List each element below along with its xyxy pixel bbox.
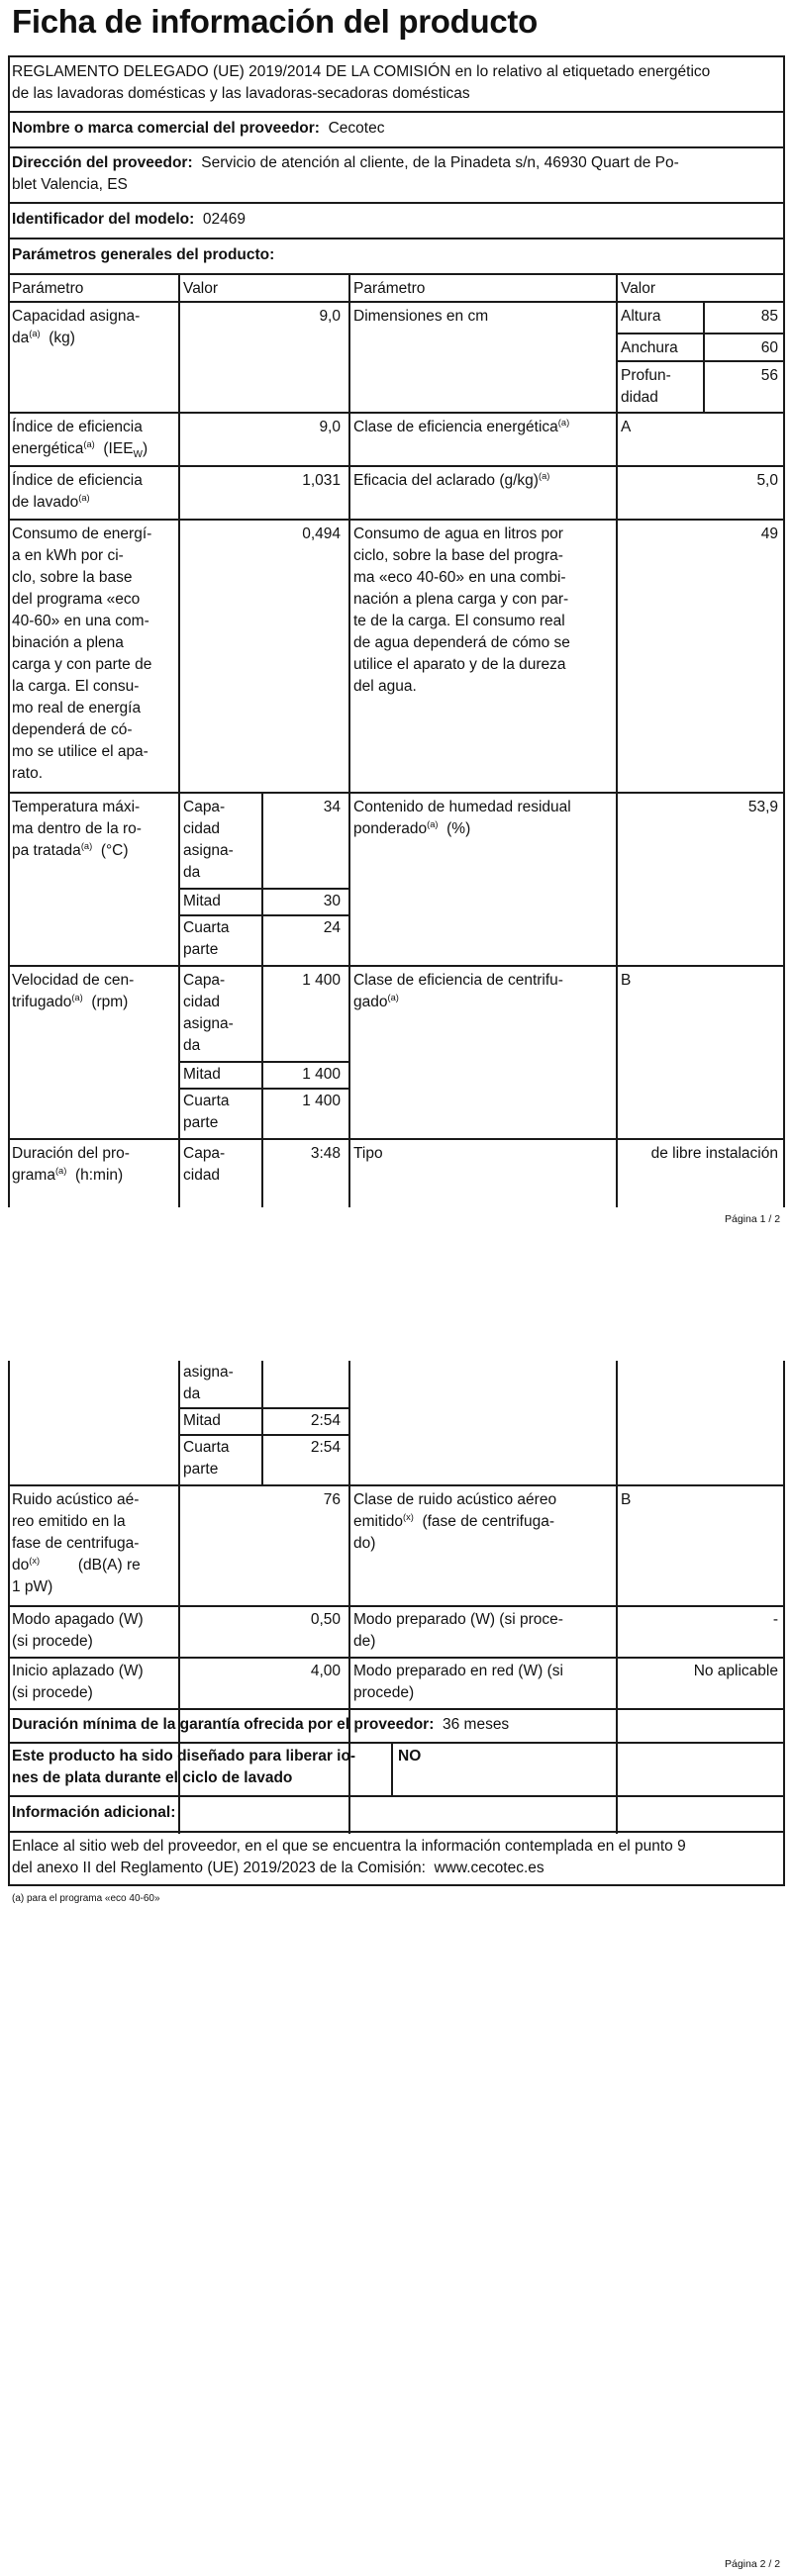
- water-consumption-value: 49: [760, 525, 778, 542]
- column-divider: [261, 1138, 263, 1207]
- water-consumption-label: ma «eco 40-60» en una combi-: [353, 569, 566, 586]
- header-value: Valor: [621, 280, 656, 297]
- water-consumption-label: nación a plena carga y con par-: [353, 591, 569, 608]
- quarter-label: parte: [183, 1461, 219, 1478]
- row-divider: [8, 519, 785, 521]
- moisture-label-2: ponderado$^{(a)}$ (%): [353, 818, 471, 837]
- silver-ions-label-2: nes de plata durante el ciclo de lavado: [12, 1769, 293, 1786]
- general-params-title: Parámetros generales del producto:: [12, 246, 275, 263]
- spin-class-value: B: [621, 972, 632, 989]
- supplier-address-line-2: blet Valencia, ES: [12, 176, 128, 193]
- quarter-label: Cuarta: [183, 1093, 230, 1109]
- energy-consumption-label: carga y con parte de: [12, 656, 152, 673]
- energy-class-label: Clase de eficiencia energética$^{(a)}$: [353, 417, 570, 435]
- depth-label: Profun-: [621, 367, 671, 384]
- duration-quarter-value: 2:54: [310, 1439, 341, 1456]
- guarantee-value: 36 meses: [442, 1716, 510, 1733]
- header-param: Parámetro: [12, 280, 84, 297]
- energy-consumption-label: rato.: [12, 765, 44, 782]
- model-identifier: [12, 209, 246, 231]
- supplier-name-value: Cecotec: [328, 120, 385, 137]
- guarantee: [12, 1714, 509, 1736]
- regulation-line-1: REGLAMENTO DELEGADO (UE) 2019/2014 DE LA COMISIÓN en lo relativo al etiquetado energético: [12, 63, 711, 80]
- row-divider: [8, 146, 785, 148]
- additional-info-label: Información adicional:: [12, 1804, 176, 1821]
- row-divider: [616, 333, 785, 334]
- temperature-label: Temperatura máxi-: [12, 799, 141, 815]
- table-border: [8, 1361, 10, 1886]
- rated-capacity-label: da: [183, 1037, 201, 1054]
- energy-consumption-label: clo, sobre la base: [12, 569, 133, 586]
- silver-ions-value: NO: [398, 1748, 422, 1765]
- row-divider: [8, 1831, 785, 1833]
- water-consumption-label: Consumo de agua en litros por: [353, 525, 563, 542]
- row-divider: [8, 1708, 785, 1710]
- type-value: de libre instalación: [650, 1145, 778, 1162]
- row-divider: [8, 1484, 785, 1486]
- type-label: Tipo: [353, 1145, 383, 1162]
- duration-half-value: 2:54: [310, 1412, 341, 1429]
- left-on-label-2: de): [353, 1633, 376, 1650]
- quarter-label: parte: [183, 941, 219, 958]
- model-identifier-label: Identificador del modelo:: [12, 211, 195, 228]
- dimensions-label: Dimensiones en cm: [353, 308, 489, 325]
- column-divider: [391, 1742, 393, 1795]
- footnote: (a) para el programa «eco 40-60»: [12, 1893, 160, 1904]
- table-border: [8, 55, 785, 57]
- noise-class-label-3: do): [353, 1535, 376, 1552]
- rated-capacity-label: cidad: [183, 1167, 221, 1184]
- delay-start-label: Inicio aplazado (W): [12, 1663, 144, 1679]
- moisture-label: Contenido de humedad residual: [353, 799, 571, 815]
- row-divider: [178, 1407, 350, 1409]
- row-divider: [8, 965, 785, 967]
- eei-value: 9,0: [319, 419, 341, 435]
- off-mode-value: 0,50: [310, 1611, 341, 1628]
- capacity-label-2: $da^{(a)}$ (kg): [12, 328, 75, 346]
- row-divider: [178, 1061, 350, 1063]
- header-value: Valor: [183, 280, 219, 297]
- row-divider: [8, 1605, 785, 1607]
- spin-rated-value: 1 400: [302, 972, 341, 989]
- water-consumption-label: ciclo, sobre la base del progra-: [353, 547, 563, 564]
- additional-info-text: Enlace al sitio web del proveedor, en el que se encuentra la información contemplada en el punto 9: [12, 1838, 686, 1855]
- temperature-half-value: 30: [323, 893, 341, 909]
- row-divider: [8, 111, 785, 113]
- noise-label: Ruido acústico aé-: [12, 1491, 140, 1508]
- temperature-rated-value: 34: [323, 799, 341, 815]
- silver-ions-label: Este producto ha sido diseñado para liberar io-: [12, 1748, 356, 1765]
- additional-info-text-2: del anexo II del Reglamento (UE) 2019/2023 de la Comisión: www.cecotec.es: [12, 1860, 544, 1876]
- temperature-label-3: pa tratada$^{(a)}$ (°C): [12, 840, 129, 859]
- header-param: Parámetro: [353, 280, 426, 297]
- half-label: Mitad: [183, 1066, 221, 1083]
- energy-class-value: A: [621, 419, 632, 435]
- row-divider: [8, 412, 785, 414]
- regulation-line-2: de las lavadoras domésticas y las lavadoras-secadoras domésticas: [12, 85, 470, 102]
- column-divider: [616, 1361, 618, 1834]
- energy-consumption-label: Consumo de energí-: [12, 525, 152, 542]
- height-label: Altura: [621, 308, 661, 325]
- table-border: [783, 55, 785, 1207]
- height-value: 85: [760, 308, 778, 325]
- rated-capacity-label: da: [183, 1385, 201, 1402]
- rated-capacity-label: asigna-: [183, 1364, 234, 1381]
- row-divider: [8, 273, 785, 275]
- off-mode-label: Modo apagado (W): [12, 1611, 144, 1628]
- width-label: Anchura: [621, 339, 678, 356]
- column-divider: [703, 301, 705, 412]
- half-label: Mitad: [183, 1412, 221, 1429]
- capacity-label: Capacidad asigna-: [12, 308, 141, 325]
- energy-consumption-label: la carga. El consu-: [12, 678, 140, 695]
- half-label: Mitad: [183, 893, 221, 909]
- noise-label: fase de centrifuga-: [12, 1535, 140, 1552]
- energy-consumption-label: a en kWh por ci-: [12, 547, 124, 564]
- row-divider: [178, 1088, 350, 1090]
- noise-class-value: B: [621, 1491, 632, 1508]
- row-divider: [178, 914, 350, 916]
- supplier-website-link[interactable]: www.cecotec.es: [434, 1860, 544, 1876]
- left-on-label: Modo preparado (W) (si proce-: [353, 1611, 563, 1628]
- spin-speed-label-2: trifugado$^{(a)}$ (rpm): [12, 992, 129, 1010]
- delay-start-label-2: (si procede): [12, 1684, 93, 1701]
- energy-consumption-label: mo se utilice el apa-: [12, 743, 148, 760]
- row-divider: [178, 888, 350, 890]
- noise-value: 76: [323, 1491, 341, 1508]
- energy-consumption-label: binación a plena: [12, 634, 124, 651]
- rinsing-value: 5,0: [756, 472, 778, 489]
- rated-capacity-label: cidad: [183, 820, 221, 837]
- page-number: Página 2 / 2: [725, 2558, 781, 2570]
- row-divider: [616, 360, 785, 362]
- water-consumption-label: del agua.: [353, 678, 417, 695]
- page-title: Ficha de información del producto: [12, 3, 538, 40]
- off-mode-label-2: (si procede): [12, 1633, 93, 1650]
- row-divider: [8, 1138, 785, 1140]
- duration-label-2: grama$^{(a)}$ (h:min): [12, 1165, 124, 1184]
- energy-consumption-label: 40-60» en una com-: [12, 613, 149, 629]
- column-divider: [261, 1361, 263, 1484]
- energy-consumption-label: dependerá de có-: [12, 721, 133, 738]
- depth-label-2: didad: [621, 389, 658, 406]
- row-divider: [8, 202, 785, 204]
- networked-label: Modo preparado en red (W) (si: [353, 1663, 563, 1679]
- rated-capacity-label: Capa-: [183, 1145, 226, 1162]
- washing-index-label: Índice de eficiencia: [12, 472, 143, 489]
- energy-consumption-value: 0,494: [302, 525, 341, 542]
- row-divider: [8, 792, 785, 794]
- noise-class-label: Clase de ruido acústico aéreo: [353, 1491, 557, 1508]
- spin-quarter-value: 1 400: [302, 1093, 341, 1109]
- row-divider: [8, 238, 785, 239]
- row-divider: [8, 301, 785, 303]
- column-divider: [261, 965, 263, 1138]
- quarter-label: parte: [183, 1114, 219, 1131]
- row-divider: [8, 465, 785, 467]
- depth-value: 56: [760, 367, 778, 384]
- duration-rated-value: 3:48: [310, 1145, 341, 1162]
- guarantee-label: Duración mínima de la garantía ofrecida por el proveedor:: [12, 1716, 435, 1733]
- water-consumption-label: te de la carga. El consumo real: [353, 613, 565, 629]
- rated-capacity-label: Capa-: [183, 972, 226, 989]
- rinsing-label: Eficacia del aclarado $(g/kg)^{(a)}$: [353, 470, 550, 489]
- energy-consumption-label: del programa «eco: [12, 591, 141, 608]
- row-divider: [178, 1434, 350, 1436]
- row-divider: [8, 1657, 785, 1659]
- table-border: [8, 55, 10, 1207]
- eei-label-2: energética$^{(a)}$ $(IEE_W)$: [12, 438, 148, 461]
- rated-capacity-label: cidad: [183, 994, 221, 1010]
- table-border: [8, 1884, 785, 1886]
- width-value: 60: [760, 339, 778, 356]
- left-on-value: -: [772, 1611, 778, 1628]
- water-consumption-label: de agua dependerá de cómo se: [353, 634, 570, 651]
- washing-index-value: 1,031: [302, 472, 341, 489]
- supplier-address: [12, 152, 679, 174]
- column-divider: [261, 792, 263, 965]
- networked-value: No aplicable: [693, 1663, 778, 1679]
- water-consumption-label: utilice el aparato y de la dureza: [353, 656, 566, 673]
- row-divider: [8, 1742, 785, 1744]
- spin-half-value: 1 400: [302, 1066, 341, 1083]
- supplier-address-value: Servicio de atención al cliente, de la Pinadeta s/n, 46930 Quart de Po-: [201, 154, 679, 171]
- capacity-value: 9,0: [319, 308, 341, 325]
- table-border: [783, 1361, 785, 1886]
- moisture-value: 53,9: [747, 799, 778, 815]
- rated-capacity-label: asigna-: [183, 1015, 234, 1032]
- energy-consumption-label: mo real de energía: [12, 700, 142, 716]
- spin-class-label-2: gado$^{(a)}$: [353, 992, 399, 1010]
- noise-label-4: $do^{(x)}$ (dB(A) re: [12, 1555, 141, 1574]
- model-identifier-value: 02469: [202, 211, 247, 228]
- rated-capacity-label: Capa-: [183, 799, 226, 815]
- washing-index-label-2: de lavado$^{(a)}$: [12, 492, 90, 511]
- noise-label: reo emitido en la: [12, 1513, 126, 1530]
- noise-class-label-2: emitido$^{(x)}$ (fase de centrifuga-: [353, 1511, 554, 1530]
- row-divider: [8, 1795, 785, 1797]
- page-number: Página 1 / 2: [725, 1213, 781, 1225]
- duration-label: Duración del pro-: [12, 1145, 130, 1162]
- spin-class-label: Clase de eficiencia de centrifu-: [353, 972, 563, 989]
- supplier-name: [12, 118, 384, 140]
- spin-speed-label: Velocidad de cen-: [12, 972, 135, 989]
- quarter-label: Cuarta: [183, 1439, 230, 1456]
- temperature-label-2: ma dentro de la ro-: [12, 820, 142, 837]
- noise-label: 1 pW): [12, 1578, 53, 1595]
- supplier-name-label: Nombre o marca comercial del proveedor:: [12, 120, 320, 137]
- rated-capacity-label: da: [183, 864, 201, 881]
- quarter-label: Cuarta: [183, 919, 230, 936]
- networked-label-2: procede): [353, 1684, 415, 1701]
- rated-capacity-label: asigna-: [183, 842, 234, 859]
- supplier-address-label: Dirección del proveedor:: [12, 154, 193, 171]
- eei-label: Índice de eficiencia: [12, 419, 143, 435]
- temperature-quarter-value: 24: [323, 919, 341, 936]
- delay-start-value: 4,00: [310, 1663, 341, 1679]
